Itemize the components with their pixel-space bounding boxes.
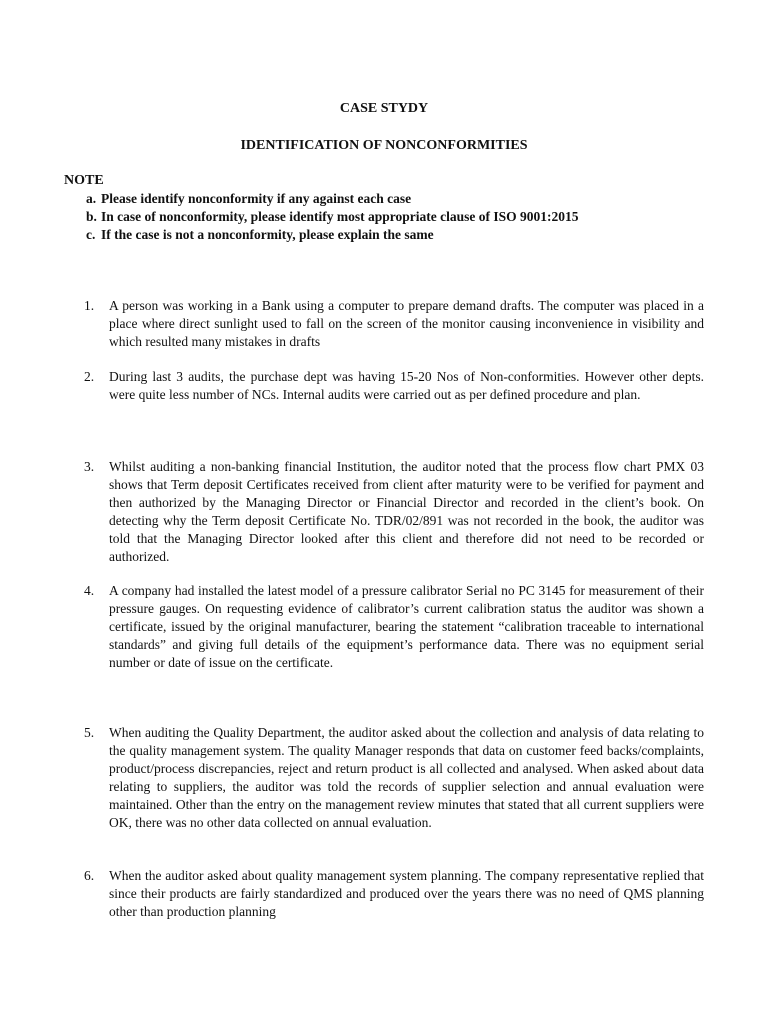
case-item bbox=[84, 458, 704, 566]
note-item-letter: b. bbox=[86, 209, 97, 224]
note-item bbox=[86, 208, 626, 226]
case-number: 5. bbox=[84, 725, 95, 740]
note-heading: NOTE bbox=[64, 173, 104, 188]
case-text: When the auditor asked about quality management system planning. The company representative replied that since their products are fairly standardized and produced over the years there was no need of QMS planning other than production planning bbox=[109, 868, 704, 919]
document-subtitle: IDENTIFICATION OF NONCONFORMITIES bbox=[240, 138, 528, 153]
case-number: 1. bbox=[84, 298, 95, 313]
note-item bbox=[86, 226, 626, 244]
case-number: 2. bbox=[84, 369, 95, 384]
case-number: 6. bbox=[84, 868, 95, 883]
note-list bbox=[86, 190, 626, 244]
case-text: When auditing the Quality Department, the auditor asked about the collection and analysis of data relating to the quality management system. The quality Manager responds that data on customer feed backs/complaints, product/process discrepancies, reject and return product is all collected and analysed. When asked about data relating to suppliers, the auditor was told the records of supplier selection and annual evaluation were maintained. Other than the entry on the management review minutes that stated that all current suppliers were OK, there was no other data collected on annual evaluation. bbox=[109, 725, 704, 830]
note-item-letter: a. bbox=[86, 191, 97, 206]
case-item bbox=[84, 297, 704, 351]
case-text: During last 3 audits, the purchase dept was having 15-20 Nos of Non-conformities. However other depts. were quite less number of NCs. Internal audits were carried out as per defined procedure and plan. bbox=[109, 369, 704, 402]
document-title: CASE STYDY bbox=[339, 101, 429, 116]
case-number: 4. bbox=[84, 583, 95, 598]
case-number: 3. bbox=[84, 459, 95, 474]
case-item bbox=[84, 867, 704, 921]
note-item-text: Please identify nonconformity if any against each case bbox=[101, 191, 412, 206]
case-item bbox=[84, 724, 704, 832]
case-item bbox=[84, 582, 704, 672]
case-text: A company had installed the latest model of a pressure calibrator Serial no PC 3145 for measurement of their pressure gauges. On requesting evidence of calibrator’s current calibration status the auditor was shown a certificate, issued by the original manufacturer, bearing the statement “calibration traceable to international standards” and giving full details of the equipment’s performance data. There was no equipment serial number or date of issue on the certificate. bbox=[109, 583, 704, 670]
note-item-text: In case of nonconformity, please identify most appropriate clause of ISO 9001:2015 bbox=[101, 209, 579, 224]
case-item bbox=[84, 368, 704, 404]
note-item-text: If the case is not a nonconformity, please explain the same bbox=[101, 227, 434, 242]
case-text: Whilst auditing a non-banking financial Institution, the auditor noted that the process flow chart PMX 03 shows that Term deposit Certificates received from client after maturity were to be verified for payment and then authorized by the Managing Director or Financial Director and recorded in the client’s book. On detecting why the Term deposit Certificate No. TDR/02/891 was not recorded in the book, the auditor was told that the Managing Director looked after this client and therefore did not need to be recorded or authorized. bbox=[109, 459, 704, 564]
case-text: A person was working in a Bank using a computer to prepare demand drafts. The computer was placed in a place where direct sunlight used to fall on the screen of the monitor causing inconvenience in visibility and which resulted many mistakes in drafts bbox=[109, 298, 704, 349]
note-item-letter: c. bbox=[86, 227, 96, 242]
note-item bbox=[86, 190, 626, 208]
